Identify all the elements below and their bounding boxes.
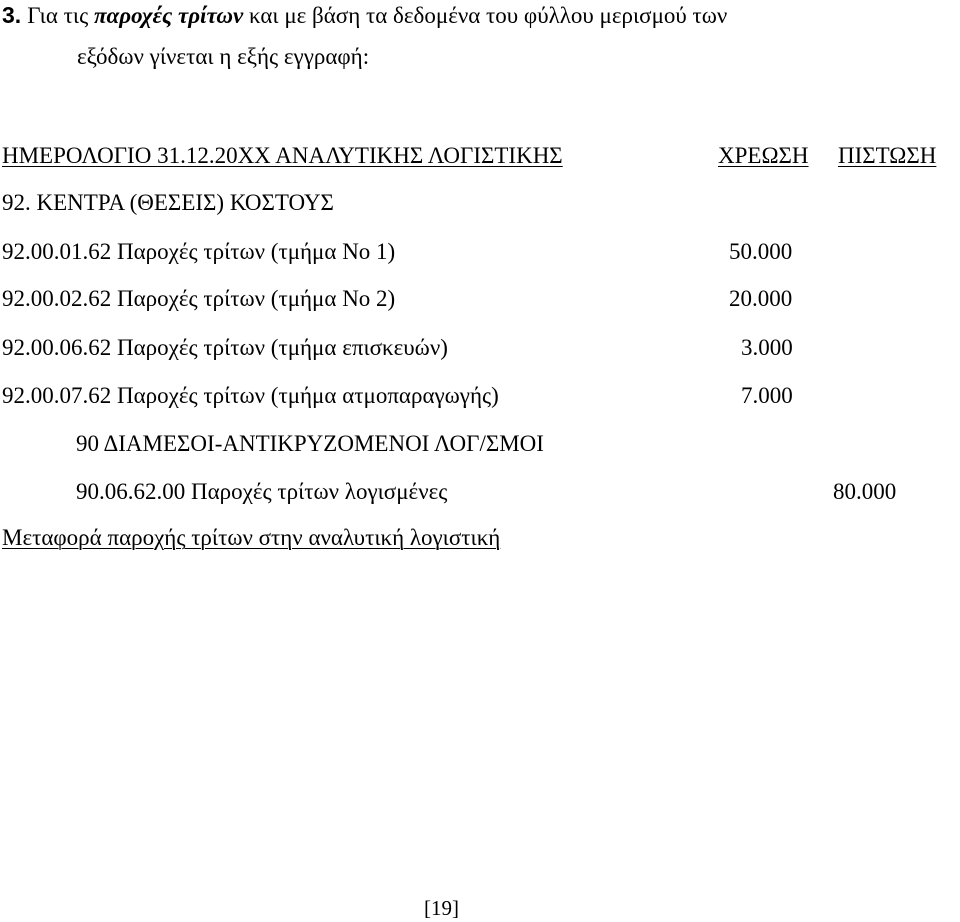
- debit-amount: 20.000: [729, 286, 793, 311]
- debit-account: 92.00.06.62 Παροχές τρίτων (τμήμα επισκευών): [2, 335, 448, 360]
- intro-line-2: εξόδων γίνεται η εξής εγγραφή:: [77, 44, 370, 69]
- debit-account: 92.00.07.62 Παροχές τρίτων (τμήμα ατμοπαραγωγής): [2, 383, 499, 408]
- intro-text-before: Για τις: [27, 3, 94, 28]
- debit-amount: 3.000: [741, 335, 793, 360]
- item-number: 3.: [2, 2, 22, 28]
- debit-account: 92.00.02.62 Παροχές τρίτων (τμήμα Νο 2): [2, 286, 396, 311]
- debit-account: 92.00.01.62 Παροχές τρίτων (τμήμα Νο 1): [2, 239, 396, 264]
- intro-emphasis: παροχές τρίτων: [93, 3, 244, 28]
- intro-line-1: [2, 4, 727, 27]
- intro-text-after: και με βάση τα δεδομένα του φύλλου μερισμού των: [243, 3, 728, 28]
- credit-amount: 80.000: [833, 479, 897, 504]
- cost-centers-group-title: 92. ΚΕΝΤΡΑ (ΘΕΣΕΙΣ) ΚΟΣΤΟΥΣ: [2, 190, 334, 215]
- intermediate-accounts-group-title: 90 ΔΙΑΜΕΣΟΙ-ΑΝΤΙΚΡΥΖΟΜΕΝΟΙ ΛΟΓ/ΣΜΟΙ: [76, 431, 544, 456]
- credit-account: 90.06.62.00 Παροχές τρίτων λογισμένες: [76, 479, 448, 504]
- journal-header: ΗΜΕΡΟΛΟΓΙΟ 31.12.20ΧΧ ΑΝΑΛΥΤΙΚΗΣ ΛΟΓΙΣΤΙΚΗΣ: [2, 143, 563, 168]
- page-number: [19]: [424, 896, 459, 920]
- debit-amount: 50.000: [729, 239, 793, 264]
- journal-narration: Μεταφορά παροχής τρίτων στην αναλυτική λογιστική: [2, 525, 501, 550]
- debit-amount: 7.000: [741, 383, 793, 408]
- credit-header: ΠΙΣΤΩΣΗ: [838, 143, 937, 168]
- debit-header: ΧΡΕΩΣΗ: [718, 143, 809, 168]
